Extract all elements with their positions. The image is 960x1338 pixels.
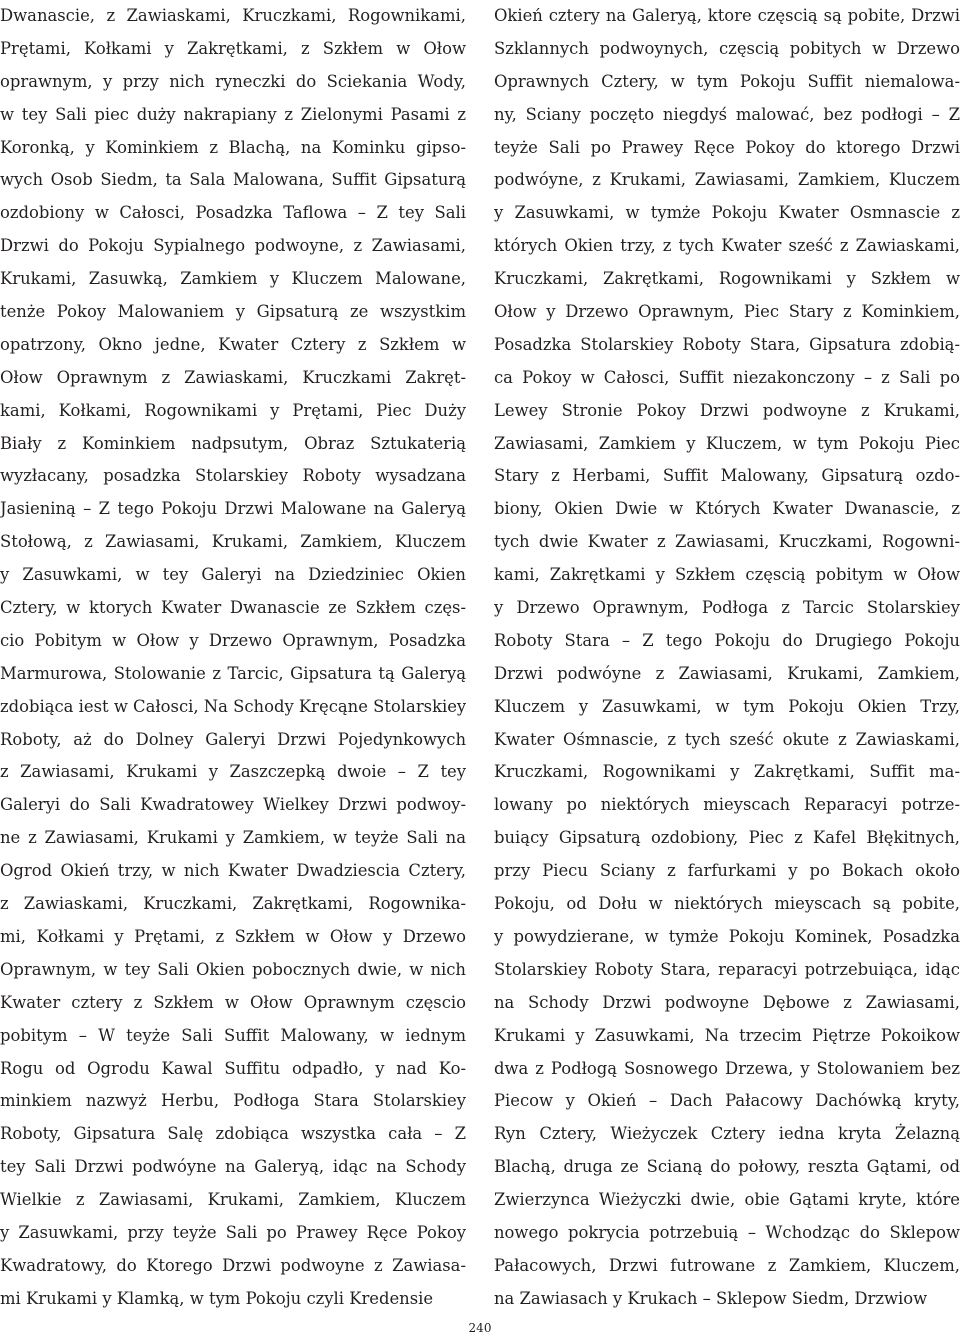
text-line: wych Osob Siedm, ta Sala Malowana, Suffit Gipsaturą: [0, 170, 466, 190]
text-line: y Zasuwkami, w tey Galeryi na Dziedziniec Okien: [0, 565, 466, 585]
text-line: lowany po niektórych mieyscach Reparacyi potrze-: [494, 795, 960, 815]
text-line: cio Pobitym w Ołow y Drzewo Oprawnym, Posadzka: [0, 630, 466, 650]
text-line: Lewey Stronie Pokoy Drzwi podwoyne z Krukami,: [494, 400, 960, 420]
text-line: Kruczkami, Rogownikami y Zakrętkami, Suffit ma-: [494, 762, 960, 782]
text-line: Rogu od Ogrodu Kawal Suffitu odpadło, y nad Ko-: [0, 1058, 466, 1078]
text-line: mi Krukami y Klamką, w tym Pokoju czyli Kredensie: [0, 1288, 434, 1308]
text-line: tey Sali Drzwi podwóyne na Galeryą, idąc na Schody: [0, 1157, 466, 1177]
text-line: ozdobiony w Całosci, Posadzka Taflowa – Z tey Sali: [0, 203, 466, 223]
text-line: Zwierzynca Wieżyczki dwie, obie Gątami kryte, które: [494, 1190, 960, 1210]
text-column-right: [494, 0, 960, 1316]
text-line: Galeryi do Sali Kwadratowey Wielkey Drzwi podwoy-: [0, 795, 466, 815]
text-line: dwa z Podłogą Sosnowego Drzewa, y Stolowaniem bez: [494, 1058, 960, 1078]
text-line: oprawnym, y przy nich ryneczki do Sciekania Wody,: [0, 71, 466, 91]
text-line: Blachą, druga ze Scianą do połowy, reszta Gątami, od: [494, 1157, 960, 1177]
text-line: Marmurowa, Stolowanie z Tarcic, Gipsatura tą Galeryą: [0, 663, 466, 683]
text-line: Kwater Ośmnascie, z tych sześć okute z Zawiaskami,: [494, 729, 960, 749]
text-line: Wielkie z Zawiasami, Krukami, Zamkiem, Kluczem: [0, 1190, 466, 1210]
text-line: Kwater cztery z Szkłem w Ołow Oprawnym częscio: [0, 992, 466, 1012]
text-line: Oprawnym, w tey Sali Okien pobocznych dwie, w nich: [0, 959, 466, 979]
text-line: na Zawiasach y Krukach – Sklepow Siedm, Drzwiow: [494, 1288, 928, 1308]
text-line: minkiem nazwyż Herbu, Podłoga Stara Stolarskiey: [0, 1091, 466, 1111]
text-line: Stary z Herbami, Suffit Malowany, Gipsaturą ozdo-: [494, 466, 960, 486]
text-line: y powydzierane, w tymże Pokoju Kominek, Posadzka: [494, 926, 960, 946]
text-line: opatrzony, Okno jedne, Kwater Cztery z Szkłem w: [0, 334, 466, 354]
text-line: Kwadratowy, do Ktorego Drzwi podwoyne z Zawiasa-: [0, 1255, 466, 1275]
text-line: Krukami y Zasuwkami, Na trzecim Piętrze Pokoikow: [494, 1025, 960, 1045]
text-line: wyzłacany, posadzka Stolarskiey Roboty wysadzana: [0, 466, 466, 486]
text-line: zdobiąca iest w Całosci, Na Schody Kręcąne Stolarskiey: [0, 696, 466, 716]
text-line: kami, Zakrętkami y Szkłem częscią pobitym w Ołow: [494, 565, 960, 585]
text-line: mi, Kołkami y Prętami, z Szkłem w Ołow y Drzewo: [0, 926, 466, 946]
text-line: Kruczkami, Zakrętkami, Rogownikami y Szkłem w: [494, 269, 960, 289]
text-line: Biały z Kominkiem nadpsutym, Obraz Sztukaterią: [0, 433, 466, 453]
text-line: kami, Kołkami, Rogownikami y Prętami, Piec Duży: [0, 400, 466, 420]
text-line: Piecow y Okień – Dach Pałacowy Dachówką kryty,: [494, 1091, 960, 1111]
page-number: 240: [468, 1321, 492, 1335]
text-line: Ołow Oprawnym z Zawiaskami, Kruczkami Zakręt-: [0, 367, 466, 387]
text-line: y Zasuwkami, w tymże Pokoju Kwater Osmnascie z: [494, 203, 960, 223]
text-line: Krukami, Zasuwką, Zamkiem y Kluczem Malowane,: [0, 269, 466, 289]
text-line: Ołow y Drzewo Oprawnym, Piec Stary z Kominkiem,: [494, 302, 960, 322]
text-line: z Zawiasami, Krukami y Zaszczepką dwoie – Z tey: [0, 762, 466, 782]
text-line: Posadzka Stolarskiey Roboty Stara, Gipsatura zdobią-: [494, 334, 960, 354]
text-line: Roboty, Gipsatura Salę zdobiąca wszystka cała – Z: [0, 1124, 466, 1144]
text-line: Szklannych podwoynych, częscią pobitych w Drzewo: [494, 38, 960, 58]
text-line: Dwanascie, z Zawiaskami, Kruczkami, Rogownikami,: [0, 6, 466, 25]
text-line: pobitym – W teyże Sali Suffit Malowany, w iednym: [0, 1025, 466, 1045]
text-line: na Schody Drzwi podwoyne Dębowe z Zawiasami,: [494, 992, 960, 1012]
text-line: buiący Gipsaturą ozdobiony, Piec z Kafel Błękitnych,: [494, 828, 960, 848]
text-line: w tey Sali piec duży nakrapiany z Zielonymi Pasami z: [0, 104, 466, 124]
text-line: ne z Zawiasami, Krukami y Zamkiem, w teyże Sali na: [0, 828, 466, 848]
text-line: Drzwi podwóyne z Zawiasami, Krukami, Zamkiem,: [494, 663, 960, 683]
text-line: biony, Okien Dwie w Których Kwater Dwanascie, z: [494, 499, 960, 519]
text-line: Ogrod Okień trzy, w nich Kwater Dwadziescia Cztery,: [0, 861, 466, 881]
text-line: Ryn Cztery, Wieżyczek Cztery iedna kryta Żelazną: [494, 1124, 960, 1144]
text-line: Zawiasami, Zamkiem y Kluczem, w tym Pokoju Piec: [494, 433, 960, 453]
text-line: Koronką, y Kominkiem z Blachą, na Kominku gipso-: [0, 137, 466, 157]
text-line: tych dwie Kwater z Zawiasami, Kruczkami, Rogowni-: [494, 532, 960, 552]
text-line: Drzwi do Pokoju Sypialnego podwoyne, z Zawiasami,: [0, 236, 466, 256]
text-line: ny, Sciany poczęto niegdyś malować, bez podłogi – Z: [494, 104, 960, 124]
text-line: Roboty, aż do Dolney Galeryi Drzwi Pojedynkowych: [0, 729, 466, 749]
text-line: Pokoju, od Dołu w niektórych mieyscach są pobite,: [494, 894, 960, 914]
text-line: Prętami, Kołkami y Zakrętkami, z Szkłem w Ołow: [0, 38, 466, 58]
text-line: Oprawnych Cztery, w tym Pokoju Suffit niemalowa-: [494, 71, 960, 91]
text-line: Kluczem y Zasuwkami, w tym Pokoju Okien Trzy,: [494, 696, 960, 716]
text-line: teyże Sali po Prawey Ręce Pokoy do ktorego Drzwi: [494, 137, 960, 157]
text-line: których Okien trzy, z tych Kwater sześć z Zawiaskami,: [494, 236, 960, 256]
text-line: tenże Pokoy Malowaniem y Gipsaturą ze wszystkim: [0, 302, 466, 322]
text-line: Stołową, z Zawiasami, Krukami, Zamkiem, Kluczem: [0, 532, 466, 552]
text-line: Pałacowych, Drzwi futrowane z Zamkiem, Kluczem,: [494, 1255, 960, 1275]
text-line: nowego pokrycia potrzebuią – Wchodząc do Sklepow: [494, 1222, 960, 1242]
text-line: przy Piecu Sciany z farfurkami y po Bokach około: [494, 861, 960, 881]
text-line: z Zawiaskami, Kruczkami, Zakrętkami, Rogownika-: [0, 894, 466, 914]
text-line: y Zasuwkami, przy teyże Sali po Prawey Ręce Pokoy: [0, 1222, 466, 1242]
text-line: podwóyne, z Krukami, Zawiasami, Zamkiem, Kluczem: [494, 170, 960, 190]
text-line: Jasieniną – Z tego Pokoju Drzwi Malowane na Galeryą: [0, 499, 466, 519]
text-line: Okień cztery na Galeryą, ktore częscią są pobite, Drzwi: [494, 6, 960, 25]
text-line: y Drzewo Oprawnym, Podłoga z Tarcic Stolarskiey: [494, 598, 960, 618]
text-line: Stolarskiey Roboty Stara, reparacyi potrzebuiąca, idąc: [494, 959, 960, 979]
text-column-left: [0, 0, 466, 1316]
text-line: Cztery, w ktorych Kwater Dwanascie ze Szkłem częs-: [0, 598, 466, 618]
text-line: ca Pokoy w Całosci, Suffit niezakonczony – z Sali po: [494, 367, 960, 387]
text-line: Roboty Stara – Z tego Pokoju do Drugiego Pokoju: [494, 630, 960, 650]
